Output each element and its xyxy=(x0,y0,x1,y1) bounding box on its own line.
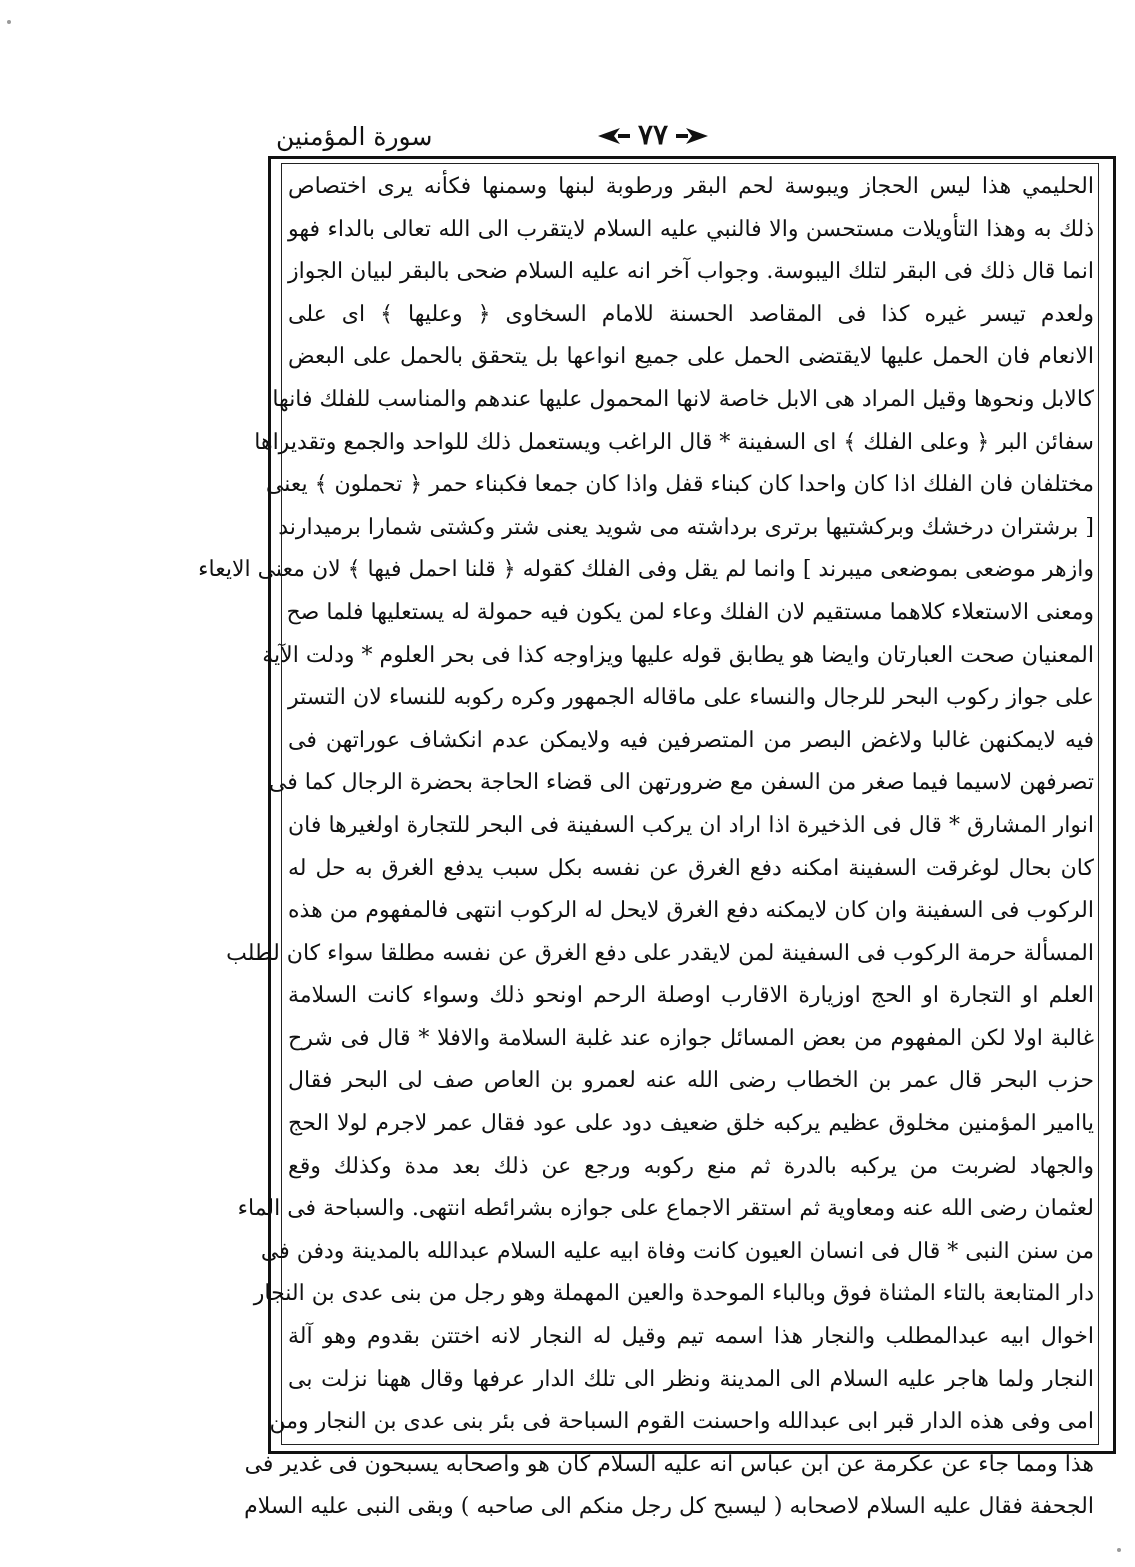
surah-title: سورة المؤمنين xyxy=(276,122,433,151)
text-line: على جواز ركوب البحر للرجال والنساء على ماقاله الجمهور وكره ركوبه للنساء لان التستر xyxy=(288,685,1094,711)
text-line: ومعنى الاستعلاء كلاهما مستقيم لان الفلك وعاء لمن يكون فيه حمولة له يستعليها فلما صح xyxy=(286,599,1094,625)
text-line: امى وفى هذه الدار قبر ابى عبدالله واحسنت القوم السباحة فى بئر بنى عدى بن النجار ومن xyxy=(269,1409,1094,1435)
text-line: كان بحال لوغرقت السفينة امكنه دفع الغرق عن نفسه بكل سبب يدفع الغرق به حل له xyxy=(288,855,1094,881)
text-line: من سنن النبى * قال فى انسان العيون كانت وفاة ابيه عليه السلام عبدالله بالمدينة ودفن فى xyxy=(260,1238,1094,1264)
text-line: لعثمان رضى الله عنه ومعاوية ثم استقر الاجماع على جوازه بشرائطه انتهى. والسباحة فى الماء xyxy=(237,1196,1094,1222)
text-line: [ برشتران درخشك وبركشتيها برترى برداشته مى شويد يعنى شتر وكشتى شمارا برميدارند xyxy=(278,514,1094,540)
text-line: الانعام فان الحمل عليها لايقتضى الحمل على جميع انواعها بل يتحقق بالحمل على البعض xyxy=(288,344,1094,370)
text-line: النجار ولما هاجر عليه السلام الى المدينة ونظر الى تلك الدار عرفها وقال ههنا نزلت بى xyxy=(288,1366,1094,1392)
scan-speck xyxy=(1117,1548,1121,1552)
text-line: ولعدم تيسر غيره كذا فى المقاصد الحسنة للامام السخاوى ﴿ وعليها ﴾ اى على xyxy=(288,301,1094,327)
text-line: انوار المشارق * قال فى الذخيرة اذا اراد ان يركب السفينة فى البحر للتجارة اولغيرها فان xyxy=(288,812,1094,838)
page-header xyxy=(268,120,708,154)
text-line: العلم او التجارة او الحج اوزيارة الاقارب اوصلة الرحم اونحو ذلك وسواء كانت السلامة xyxy=(288,983,1094,1009)
text-line: كالابل ونحوها وقيل المراد هى الابل خاصة لانها المحمول عليها عندهم والمناسب للفلك فانها xyxy=(272,386,1094,412)
text-line: هذا ومما جاء عن عكرمة عن ابن عباس انه عليه السلام كان هو واصحابه يسبحون فى غدير فى xyxy=(244,1451,1094,1477)
text-line: المعنيان صحت العبارتان وايضا هو يطابق قوله عليها ويزاوجه كذا فى بحر العلوم * ودلت الآية xyxy=(262,642,1094,668)
text-line: غالبة اولا لكن المفهوم من بعض المسائل جوازه عند غلبة السلامة والافلا * قال فى شرح xyxy=(288,1025,1094,1051)
text-line: ذلك به وهذا التأويلات مستحسن والا فالنبي عليه السلام لايتقرب الى الله تعالى بالداء فهو xyxy=(288,216,1094,242)
text-line: سفائن البر ﴿ وعلى الفلك ﴾ اى السفينة * قال الراغب ويستعمل ذلك للواحد والجمع وتقديراها xyxy=(254,429,1094,455)
scan-speck xyxy=(7,20,11,24)
page-number-ornament xyxy=(598,120,708,152)
text-line: الحليمي هذا ليس الحجاز ويبوسة لحم البقر ورطوبة لبنها وسمنها فكأنه يرى اختصاص xyxy=(288,174,1094,199)
text-line: دار المتابعة بالتاء المثناة فوق وبالباء الموحدة والعين المهملة وهو رجل من بنى عدى بن النجار xyxy=(253,1281,1094,1307)
text-line: مختلفان فان الفلك اذا كان واحدا كان كبناء قفل واذا كان جمعا فكبناء حمر ﴿ تحملون ﴾ يعنى xyxy=(265,472,1094,498)
body-text xyxy=(198,166,1094,1520)
text-line: المسألة حرمة الركوب فى السفينة لمن لايقدر على دفع الغرق عن نفسه مطلقا سواء كان لطلب xyxy=(226,940,1094,966)
text-line: والجهاد لضربت من يركبه بالدرة ثم منع ركوبه ورجع عن ذلك بعد مدة وكذلك وقع xyxy=(288,1153,1094,1179)
text-line: وازهر موضعى بموضعى ميبرند ] وانما لم يقل وفى الفلك كقوله ﴿ قلنا احمل فيها ﴾ لان معنى الايعاء xyxy=(198,557,1094,583)
text-line: الجحفة فقال عليه السلام لاصحابه ( ليسبح كل رجل منكم الى صاحبه ) وبقى النبى عليه السلام xyxy=(244,1494,1094,1520)
page-number: ٧٧ xyxy=(637,118,669,151)
text-line: الركوب فى السفينة وان كان لايمكنه دفع الغرق لايحل له الركوب انتهى فالمفهوم من هذه xyxy=(288,898,1094,924)
text-line: انما قال ذلك فى البقر لتلك اليبوسة. وجواب آخر انه عليه السلام ضحى بالبقر لبيان الجواز xyxy=(288,259,1094,285)
text-line: ياامير المؤمنين مخلوق عظيم يركبه خلق ضعيف دود على عود فقال عمر لاجرم لولا الحج xyxy=(288,1111,1094,1137)
text-line: حزب البحر قال عمر بن الخطاب رضى الله عنه لعمرو بن العاص صف لى البحر فقال xyxy=(288,1068,1094,1094)
text-line: اخوال ابيه عبدالمطلب والنجار هذا اسمه تيم وقيل له النجار لانه اختتن بقدوم وهو آلة xyxy=(288,1324,1094,1350)
text-line: فيه لايمكنهن غالبا ولاغض البصر من المتصرفين فيه ولايمكن عدم انكشاف عوراتهن فى xyxy=(288,727,1094,753)
text-line: تصرفهن لاسيما فيما صغر من السفن مع ضرورتهن الى قضاء الحاجة بحضرة الرجال كما فى xyxy=(268,770,1094,796)
